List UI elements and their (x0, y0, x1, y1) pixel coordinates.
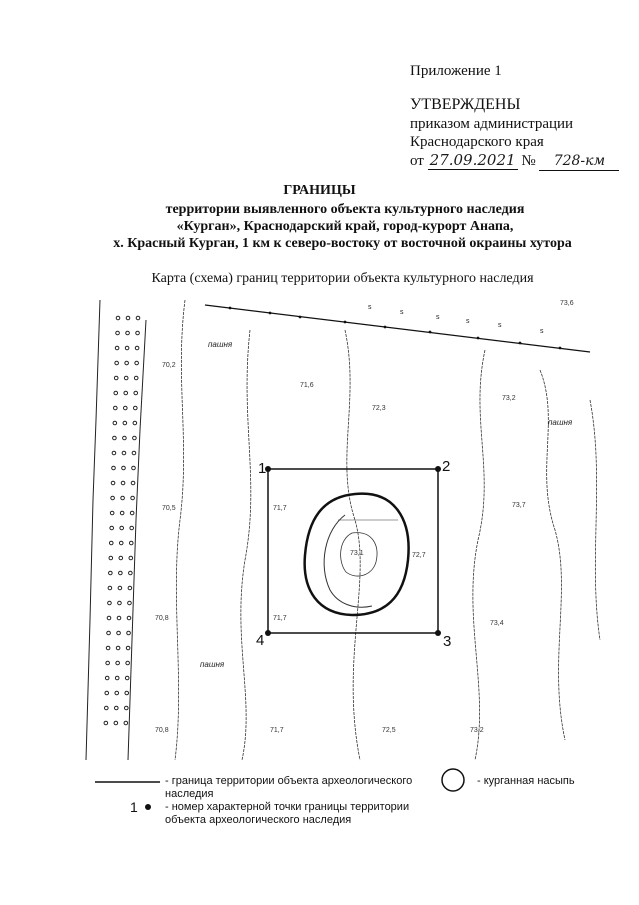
legend-boundary-text: - граница территории объекта археологического наследия (165, 775, 413, 800)
orchard-dot (108, 586, 112, 590)
orchard-dot (136, 316, 140, 320)
orchard-dot (110, 511, 114, 515)
orchard-dot (109, 556, 113, 560)
elevation-label: 72,7 (412, 552, 426, 559)
orchard-dot (123, 421, 127, 425)
orchard-dot (112, 466, 116, 470)
orchard-dot (111, 481, 115, 485)
legend-point-text: - номер характерной точки границы территории объекта археологического наследия (165, 801, 410, 826)
orchard-dot (115, 361, 119, 365)
approval-heading: УТВЕРЖДЕНЫ (410, 96, 521, 113)
orchard-dot (113, 421, 117, 425)
elevation-label: 72,3 (372, 405, 386, 412)
orchard-dot (132, 451, 136, 455)
orchard-dot (119, 556, 123, 560)
elevation-label: 70,5 (162, 505, 176, 512)
field-edge-line (86, 300, 100, 760)
elevation-label: 71,7 (273, 505, 287, 512)
field-label: пашня (200, 660, 225, 669)
orchard-dot (133, 436, 137, 440)
point-number: 3 (443, 633, 452, 650)
orchard-dot (132, 466, 136, 470)
orchard-dot (115, 706, 119, 710)
orchard-dot (127, 616, 131, 620)
orchard-dot (122, 466, 126, 470)
svg-text:s: s (368, 304, 372, 311)
map-caption: Карта (схема) границ территории объекта культурного наследия (151, 271, 534, 286)
orchard-dot (126, 646, 130, 650)
orchard-dot (122, 451, 126, 455)
orchard-dot (121, 496, 125, 500)
orchard-dot (114, 406, 118, 410)
elevation-label: 73,2 (502, 395, 516, 402)
orchard-dot (130, 511, 134, 515)
orchard-dot (134, 406, 138, 410)
field-boundary-line (128, 320, 146, 760)
legend-point-sample (145, 804, 151, 810)
orchard-dot (111, 496, 115, 500)
elevation-label: 73,7 (512, 502, 526, 509)
orchard-dot (105, 691, 109, 695)
orchard-dot (121, 481, 125, 485)
orchard-dot (131, 496, 135, 500)
orchard-dot (129, 571, 133, 575)
orchard-dot (119, 541, 123, 545)
elevation-label: 73,4 (490, 620, 504, 627)
orchard-dot (109, 541, 113, 545)
contour-lines (175, 300, 600, 760)
orchard-dot (125, 361, 129, 365)
orchard-dot (124, 391, 128, 395)
orchard-dot (105, 706, 109, 710)
orchard-dot (107, 616, 111, 620)
svg-text:s: s (498, 322, 502, 329)
elevation-label: 73,2 (470, 727, 484, 734)
title-line-1: территории выявленного объекта культурного наследия (165, 202, 525, 217)
elevation-label: 71,7 (273, 615, 287, 622)
road-line (205, 305, 590, 352)
point-number: 4 (256, 632, 265, 649)
elevation-label: 70,8 (155, 727, 169, 734)
date-prefix: от (410, 153, 424, 169)
elevation-label: 70,2 (162, 362, 176, 369)
orchard-dot (136, 331, 140, 335)
orchard-dot (114, 376, 118, 380)
point-number: 1 (258, 460, 267, 477)
orchard-dot (118, 601, 122, 605)
orchard-dot (128, 586, 132, 590)
orchard-dot (117, 616, 121, 620)
page-title: ГРАНИЦЫ (283, 183, 356, 198)
orchard-dots (104, 316, 140, 725)
orchard-dot (124, 376, 128, 380)
orchard-dot (135, 346, 139, 350)
road-s-marks (368, 304, 544, 335)
orchard-dot (125, 676, 129, 680)
orchard-dot (116, 316, 120, 320)
orchard-dot (133, 421, 137, 425)
orchard-dot (117, 631, 121, 635)
orchard-dot (128, 601, 132, 605)
orchard-dot (115, 676, 119, 680)
legend-mound-text: - курганная насыпь (477, 775, 575, 787)
orchard-dot (131, 481, 135, 485)
orchard-dot (126, 316, 130, 320)
orchard-dot (125, 706, 129, 710)
orchard-dot (114, 721, 118, 725)
orchard-dot (126, 331, 130, 335)
orchard-dot (134, 376, 138, 380)
svg-text:s: s (436, 314, 440, 321)
orchard-dot (112, 451, 116, 455)
legend-mound-sample (442, 769, 464, 791)
orchard-dot (127, 631, 131, 635)
orchard-dot (120, 511, 124, 515)
orchard-dot (116, 661, 120, 665)
orchard-dot (119, 571, 123, 575)
orchard-dot (116, 331, 120, 335)
approval-line2: Краснодарского края (410, 134, 544, 150)
field-label: пашня (208, 340, 233, 349)
elevation-label: 71,6 (300, 382, 314, 389)
svg-text:s: s (466, 318, 470, 325)
orchard-dot (115, 691, 119, 695)
orchard-dot (110, 526, 114, 530)
orchard-dot (109, 571, 113, 575)
orchard-dot (126, 661, 130, 665)
point-number: 2 (442, 458, 451, 475)
orchard-dot (129, 556, 133, 560)
orchard-dot (124, 721, 128, 725)
orchard-dot (107, 631, 111, 635)
orchard-dot (129, 541, 133, 545)
orchard-dot (104, 721, 108, 725)
elevation-label: 73,1 (350, 550, 364, 557)
orchard-dot (106, 646, 110, 650)
mound-inner-contour (324, 515, 372, 607)
field-label: пашня (548, 418, 573, 427)
elevation-label: 72,5 (382, 727, 396, 734)
number-prefix: № (521, 153, 536, 169)
svg-text:s: s (540, 328, 544, 335)
orchard-dot (118, 586, 122, 590)
orchard-dot (108, 601, 112, 605)
orchard-dot (135, 361, 139, 365)
orchard-dot (113, 436, 117, 440)
orchard-dot (106, 661, 110, 665)
orchard-dot (134, 391, 138, 395)
svg-text:s: s (400, 309, 404, 316)
approval-line1: приказом администрации (410, 116, 574, 132)
elevation-label: 70,8 (155, 615, 169, 622)
appendix-label: Приложение 1 (410, 63, 502, 79)
elevation-label: 71,7 (270, 727, 284, 734)
title-line-2: «Курган», Краснодарский край, город-курорт Анапа, (176, 219, 514, 234)
orchard-dot (123, 436, 127, 440)
elevation-label: 73,6 (560, 300, 574, 307)
orchard-dot (116, 646, 120, 650)
orchard-dot (120, 526, 124, 530)
orchard-dot (114, 391, 118, 395)
orchard-dot (105, 676, 109, 680)
approval-date: 27.09.2021 (428, 151, 518, 170)
orchard-dot (124, 406, 128, 410)
orchard-dot (125, 691, 129, 695)
title-line-3: х. Красный Курган, 1 км к северо-востоку от восточной окраины хутора (113, 236, 572, 251)
orchard-dot (125, 346, 129, 350)
legend-point-example: 1 (130, 799, 138, 815)
orchard-dot (130, 526, 134, 530)
orchard-dot (115, 346, 119, 350)
approval-number: 728-км (539, 152, 619, 171)
